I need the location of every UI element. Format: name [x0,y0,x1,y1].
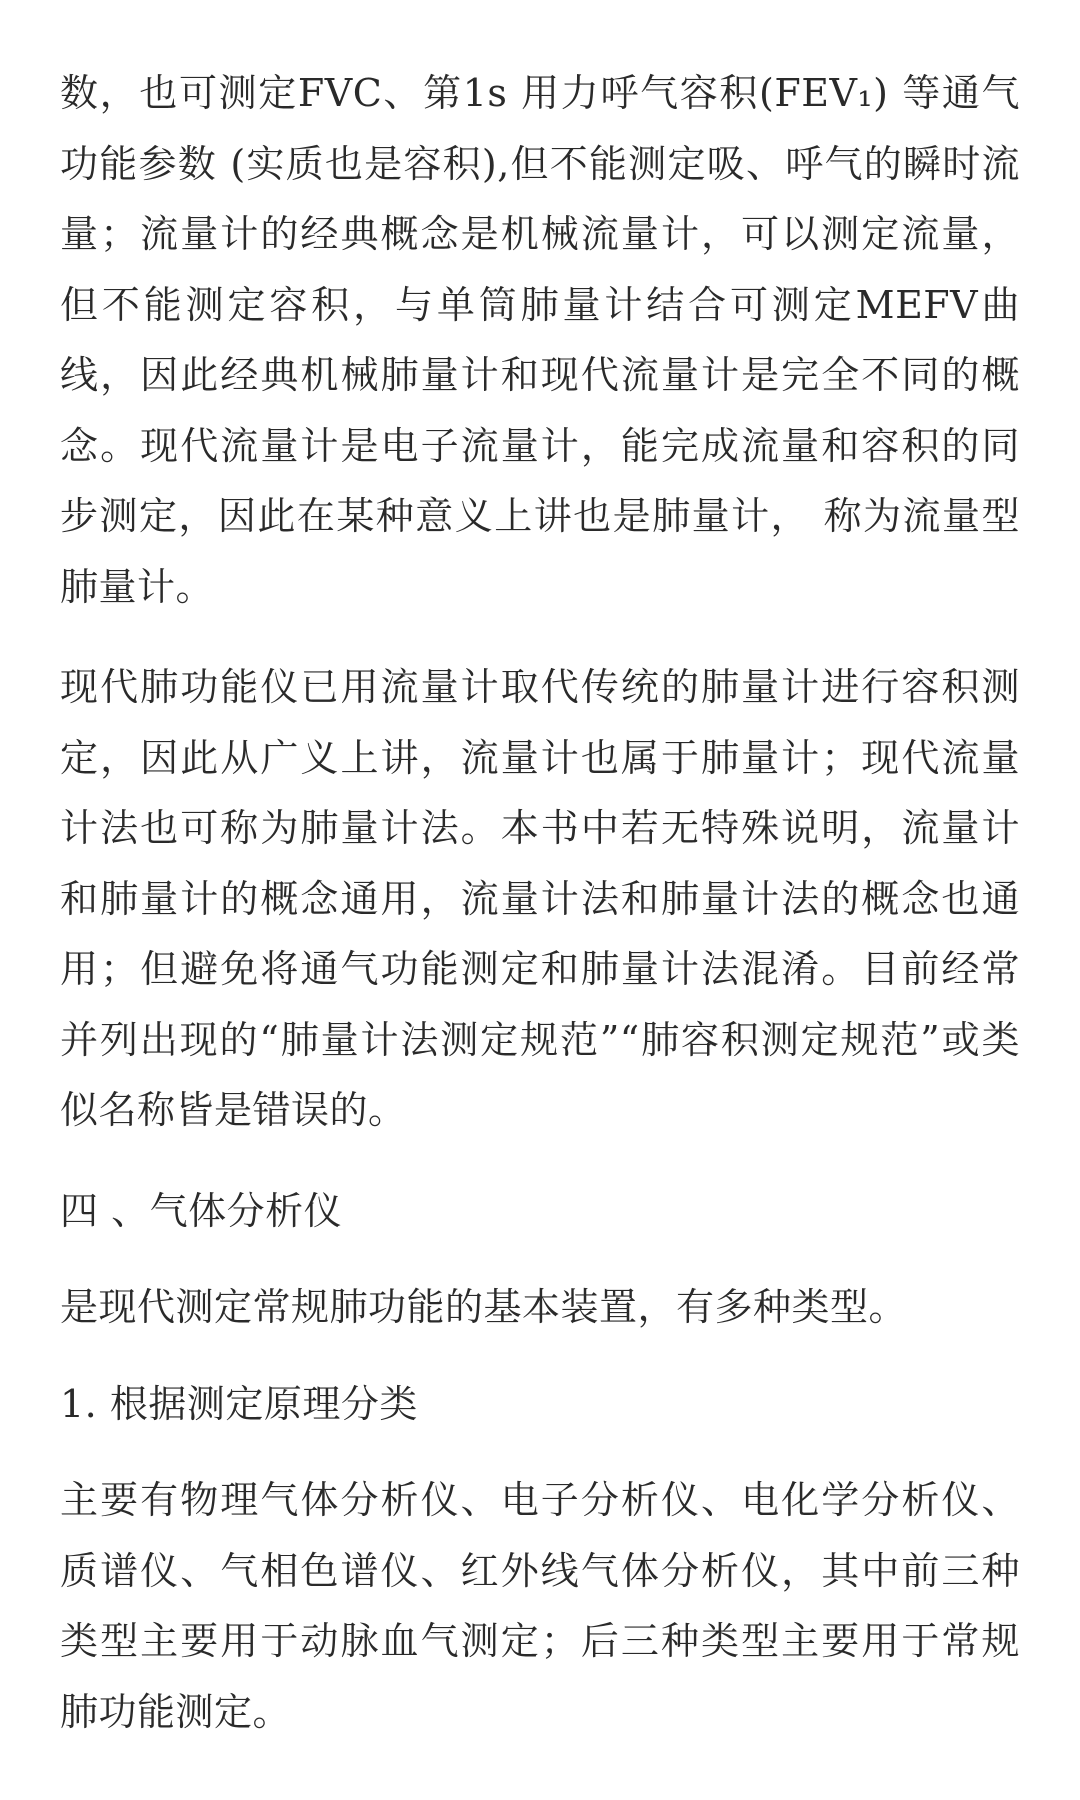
paragraph-gas-analyzer-intro: 是现代测定常规肺功能的基本装置，有多种类型。 [60,1285,908,1329]
paragraph-analyzer-types: 主要有物理气体分析仪、电子分析仪、电化学分析仪、质谱仪、气相色谱仪、红外线气体分析仪，其中前三种类型主要用于动脉血气测定；后三种类型主要用于常规肺功能测定。 [60,1478,1020,1734]
paragraph-modern-spirometer: 现代肺功能仪已用流量计取代传统的肺量计进行容积测定，因此从广义上讲，流量计也属于肺量计；现代流量计法也可称为肺量计法。本书中若无特殊说明，流量计和肺量计的概念通用，流量计法和肺量计法的概念也通用；但避免将通气功能测定和肺量计法混淆。目前经常并列出现的“肺量计法测定规范”“肺容积测定规范”或类似名称皆是错误的。 [60,665,1020,1132]
subheading-classification: 1. 根据测定原理分类 [60,1381,418,1426]
section-heading-gas-analyzer: 四 、气体分析仪 [60,1188,343,1233]
paragraph-flowmeter-concept: 数，也可测定FVC、第1s 用力呼气容积(FEV₁) 等通气功能参数 (实质也是容积),但不能测定吸、呼气的瞬时流量；流量计的经典概念是机械流量计，可以测定流量，但不能测定容积，与单筒肺量计结合可测定MEFV曲线，因此经典机械肺量计和现代流量计是完全不同的概念。现代流量计是电子流量计，能完成流量和容积的同步测定，因此在某种意义上讲也是肺量计， 称为流量型肺量计。 [60,71,1020,609]
